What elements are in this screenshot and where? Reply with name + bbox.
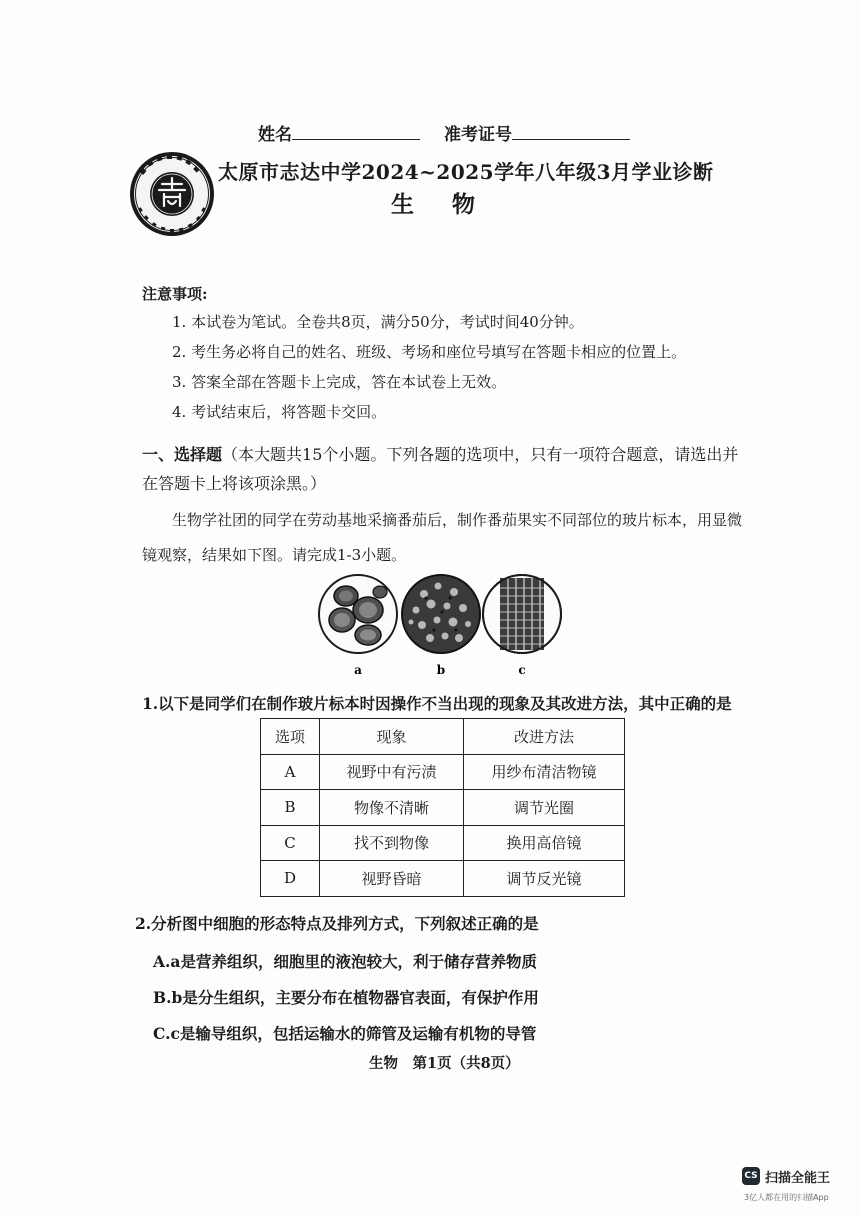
- subject-title: 生物: [391, 191, 513, 218]
- candidate-info-line: [258, 120, 630, 145]
- question-2-stem: 2.分析图中细胞的形态特点及排列方式，下列叙述正确的是: [135, 914, 539, 933]
- microscope-figure: [316, 572, 566, 684]
- table-cell: 视野昏暗: [320, 861, 464, 897]
- table-cell: 用纱布清洁物镜: [464, 754, 625, 790]
- question-1-stem: 1.以下是同学们在制作玻片标本时因操作不当出现的现象及其改进方法，其中正确的是: [142, 694, 732, 713]
- notice-item: 4. 考试结束后，将答题卡交回。: [172, 403, 387, 421]
- figure-label-a: a: [354, 663, 362, 677]
- table-header-cell: 改进方法: [464, 719, 625, 755]
- name-blank: [292, 125, 420, 140]
- section-description: （本大题共15个小题。下列各题的选项中，只有一项符合题意，请选出并在答题卡上将该项涂黑。）: [142, 445, 739, 493]
- exam-id-blank: [512, 125, 630, 140]
- scanner-logo-icon: CS: [742, 1167, 760, 1185]
- table-row: [261, 790, 625, 826]
- notice-item: 1. 本试卷为笔试。全卷共8页，满分50分，考试时间40分钟。: [172, 313, 584, 331]
- table-cell: B: [261, 790, 320, 826]
- table-cell: A: [261, 754, 320, 790]
- table-cell: 物像不清晰: [320, 790, 464, 826]
- table-cell: 视野中有污渍: [320, 754, 464, 790]
- table-row: [261, 861, 625, 897]
- table-cell: C: [261, 825, 320, 861]
- table-cell: 找不到物像: [320, 825, 464, 861]
- table-cell: 调节反光镜: [464, 861, 625, 897]
- micrograph-b: [402, 575, 480, 653]
- scanner-app-name: 扫描全能王: [765, 1171, 831, 1186]
- notice-item: 2. 考生务必将自己的姓名、班级、考场和座位号填写在答题卡相应的位置上。: [172, 343, 687, 361]
- school-seal-logo: [128, 150, 216, 238]
- table-row: [261, 754, 625, 790]
- notice-item: 3. 答案全部在答题卡上完成，答在本试卷上无效。: [172, 373, 507, 391]
- exam-id-label: 准考证号: [444, 125, 512, 145]
- figure-label-c: c: [518, 663, 526, 677]
- scanner-tagline: 3亿人都在用的扫描App: [744, 1193, 829, 1202]
- name-label: 姓名: [258, 125, 292, 145]
- table-cell: 调节光圈: [464, 790, 625, 826]
- micrograph-c: [483, 575, 561, 653]
- table-header-cell: 现象: [320, 719, 464, 755]
- table-header-row: [261, 719, 625, 755]
- exam-title: 太原市志达中学2024~2025学年八年级3月学业诊断: [218, 160, 714, 184]
- table-header-cell: 选项: [261, 719, 320, 755]
- section-title: 一、选择题: [142, 445, 223, 464]
- figure-label-b: b: [436, 663, 446, 677]
- notice-heading: 注意事项:: [142, 285, 208, 303]
- question-2-option-a: A.a是营养组织，细胞里的液泡较大，利于储存营养物质: [153, 952, 537, 971]
- section-heading: [142, 440, 752, 498]
- table-row: [261, 825, 625, 861]
- micrograph-a: [319, 575, 397, 653]
- question-2-option-b: B.b是分生组织，主要分布在植物器官表面，有保护作用: [153, 988, 539, 1007]
- question-1-table: [260, 718, 625, 897]
- page-footer: 生物 第1页（共8页）: [369, 1055, 520, 1072]
- question-2-option-c: C.c是输导组织，包括运输水的筛管及运输有机物的导管: [153, 1024, 537, 1043]
- table-cell: 换用高倍镜: [464, 825, 625, 861]
- question-intro: 生物学社团的同学在劳动基地采摘番茄后，制作番茄果实不同部位的玻片标本，用显微镜观察，结果如下图。请完成1-3小题。: [142, 511, 743, 564]
- table-cell: D: [261, 861, 320, 897]
